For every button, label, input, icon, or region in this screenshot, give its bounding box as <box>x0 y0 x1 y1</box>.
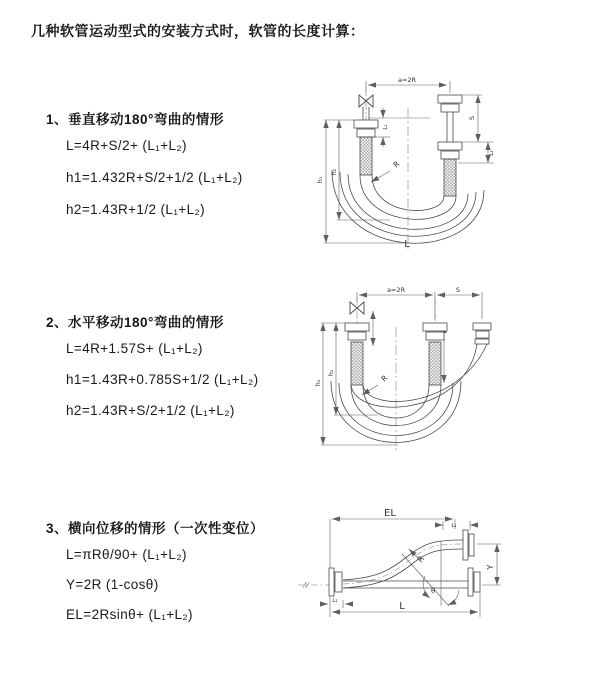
diagram-1-vertical-180-bend <box>310 68 588 258</box>
braided-hose <box>351 342 363 385</box>
dim-label-l2: L₂ <box>489 150 495 156</box>
dim-label-a2r: a=2R <box>386 286 406 294</box>
braided-hose <box>429 342 441 385</box>
dim-label-r: R <box>391 159 402 170</box>
flange <box>438 142 462 150</box>
centerlines <box>357 297 435 451</box>
flange <box>463 530 468 560</box>
centerlines <box>366 88 430 250</box>
flange <box>335 572 342 592</box>
right-pipe-assembly <box>473 323 491 344</box>
dim-label-l1: L₁ <box>383 124 389 130</box>
section-2-heading: 2、水平移动180°弯曲的情形 <box>46 315 224 330</box>
diagram-2-horizontal-180-bend <box>308 281 592 459</box>
flange <box>329 568 334 596</box>
dim-label-r: R <box>415 554 427 565</box>
flange <box>426 332 444 340</box>
right-pipe-assembly <box>438 95 462 196</box>
dim-label-s: S <box>455 286 461 294</box>
section-1-formula-h1: h1=1.432R+S/2+1/2 (L₁+L₂) <box>66 170 243 185</box>
flange <box>474 572 480 592</box>
dim-label-l1-top: L₁ <box>451 523 457 529</box>
section-2-formula-h1: h1=1.43R+0.785S+1/2 (L₁+L₂) <box>66 372 259 387</box>
diagram-3-lateral-displacement <box>298 496 595 656</box>
flange <box>469 534 474 556</box>
braided-hose <box>360 137 372 175</box>
dim-label-h1: h₁ <box>314 379 322 387</box>
dim-label-y: Y <box>486 564 495 570</box>
section-3-formula-Y: Y=2R (1-cosθ) <box>66 577 159 592</box>
middle-pipe-assembly <box>423 323 447 385</box>
flange <box>354 120 378 128</box>
flange <box>441 151 459 159</box>
section-1-formula-L: L=4R+S/2+ (L₁+L₂) <box>66 138 187 153</box>
dim-label-a2r: a=2R <box>397 76 417 84</box>
section-3-formula-L: L=πRθ/90+ (L₁+L₂) <box>66 547 187 562</box>
section-3-heading: 3、横向位移的情形（一次性变位） <box>46 521 265 536</box>
hose-curves <box>343 540 468 588</box>
dim-label-s: S <box>468 115 476 121</box>
section-2-formula-h2: h2=1.43R+S/2+1/2 (L₁+L₂) <box>66 403 235 418</box>
section-2-formula-L: L=4R+1.57S+ (L₁+L₂) <box>66 341 203 356</box>
flange <box>357 129 375 137</box>
section-3-formula-EL: EL=2Rsinθ+ (L₁+L₂) <box>66 607 193 622</box>
flange <box>473 323 491 330</box>
dim-label-l1-bottom: L₁ <box>332 598 338 604</box>
page-title: 几种软管运动型式的安装方式时，软管的长度计算： <box>31 23 365 39</box>
dim-label-el: EL <box>384 508 396 519</box>
flange <box>468 568 473 596</box>
section-1-formula-h2: h2=1.43R+1/2 (L₁+L₂) <box>66 202 206 217</box>
dim-label-r: R <box>379 373 390 384</box>
dim-label-l-bottom: L <box>404 239 410 250</box>
braided-hose <box>444 159 456 196</box>
hose-upper-wall <box>343 540 463 580</box>
flange <box>438 95 462 103</box>
flange <box>476 331 489 338</box>
diagram-3-labels <box>332 508 495 612</box>
dim-label-theta: θ <box>431 587 436 595</box>
dim-label-h1: h₁ <box>316 176 324 184</box>
dim-label-l-bottom: L <box>399 601 405 612</box>
section-1-heading: 1、垂直移动180°弯曲的情形 <box>46 112 224 127</box>
dim-label-h2: h₂ <box>330 168 338 176</box>
dimension-lines <box>321 292 482 445</box>
flange <box>345 323 369 331</box>
dim-label-h2: h₂ <box>327 369 335 377</box>
flange <box>423 323 447 331</box>
left-pipe-assembly <box>345 323 369 385</box>
pipe-stub <box>475 339 489 344</box>
flange <box>441 104 459 112</box>
flange <box>348 332 366 340</box>
